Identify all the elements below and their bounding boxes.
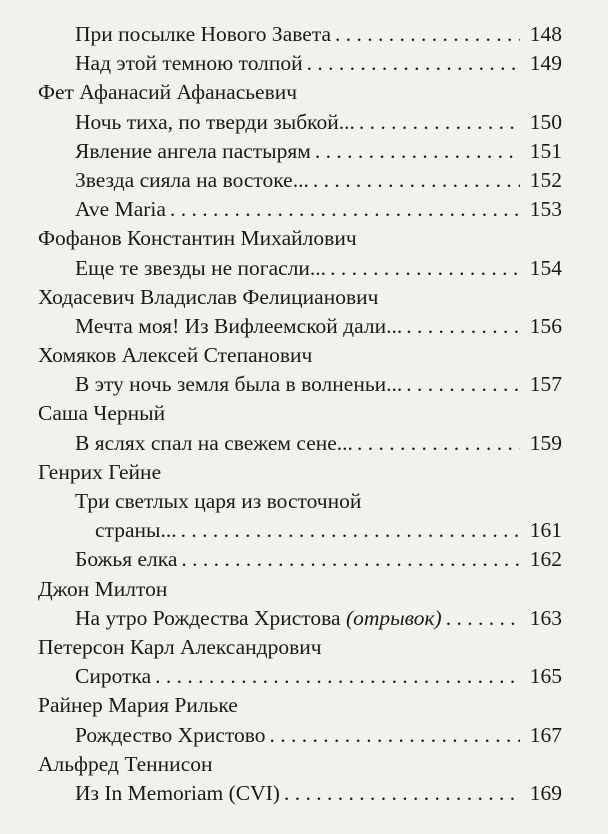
toc-entry (0, 20, 608, 49)
toc-entry-title-text: Ночь тиха, по тверди зыбкой... (75, 109, 355, 134)
page-number: 153 (529, 197, 562, 222)
toc-entry-title (75, 195, 166, 224)
dot-leader (406, 312, 520, 341)
dot-leader (335, 20, 520, 49)
toc-entry (0, 516, 608, 545)
table-of-contents (0, 20, 608, 808)
toc-author-heading: Саша Черный (38, 401, 166, 426)
dot-leader (284, 779, 520, 808)
dot-leader (406, 370, 520, 399)
toc-entry-title (75, 137, 311, 166)
toc-author-heading: Генрих Гейне (38, 459, 162, 484)
toc-author-heading: Фет Афанасий Афанасьевич (38, 80, 298, 105)
toc-entry-title-text: На утро Рождества Христова (75, 605, 341, 630)
toc-entry (0, 195, 608, 224)
page-number: 156 (529, 313, 562, 338)
toc-entry-title-text: Явление ангела пастырям (75, 138, 311, 163)
toc-author-heading: Ходасевич Владислав Фелицианович (38, 284, 379, 309)
toc-entry (0, 429, 608, 458)
toc-entry (0, 545, 608, 574)
toc-entry-title (75, 429, 353, 458)
dot-leader (155, 662, 520, 691)
toc-entry-title (75, 49, 303, 78)
toc-entry-title-text: Из In Memoriam (CVI) (75, 780, 280, 805)
toc-entry (0, 166, 608, 195)
page-number: 150 (529, 109, 562, 134)
page-number: 148 (529, 22, 562, 46)
toc-entry (0, 370, 608, 399)
toc-entry-title-text: При посылке Нового Завета (75, 22, 332, 46)
toc-entry-title (75, 166, 309, 195)
toc-entry-title-text: Ave Maria (75, 197, 166, 222)
dot-leader (330, 254, 520, 283)
page-number: 163 (529, 605, 562, 630)
dot-leader (315, 137, 520, 166)
page-number: 169 (529, 780, 562, 805)
page-number: 154 (529, 255, 562, 280)
toc-entry (0, 137, 608, 166)
toc-entry-title-text: страны... (95, 518, 177, 543)
toc-entry-title (75, 779, 280, 808)
toc-entry-title-text: Рождество Христово (75, 722, 266, 747)
toc-entry-title (75, 254, 326, 283)
toc-author-heading: Джон Милтон (38, 576, 168, 601)
toc-entry-title-text: Божья елка (75, 547, 178, 572)
page-number: 165 (529, 664, 562, 689)
page-number: 162 (529, 547, 562, 572)
dot-leader (307, 49, 520, 78)
page-number: 157 (529, 372, 562, 397)
toc-entry-title (75, 108, 355, 137)
toc-entry-title-text: Мечта моя! Из Вифлеемской дали... (75, 313, 403, 338)
toc-entry-title (75, 370, 402, 399)
toc-entry (0, 312, 608, 341)
toc-entry (0, 721, 608, 750)
dot-leader (357, 429, 520, 458)
toc-entry-title-line: Три светлых царя из восточной (75, 489, 362, 513)
dot-leader (181, 516, 520, 545)
toc-entry (0, 108, 608, 137)
toc-entry-title (75, 312, 402, 341)
page-number: 151 (529, 138, 562, 163)
toc-entry (0, 49, 608, 78)
toc-entry-title-text: Над этой темною толпой (75, 51, 303, 76)
toc-entry-title-text: Звезда сияла на востоке... (75, 167, 309, 192)
dot-leader (270, 721, 520, 750)
page-number: 161 (529, 518, 562, 543)
toc-entry (0, 254, 608, 283)
page-number: 149 (529, 51, 562, 76)
toc-entry-title (75, 604, 442, 633)
toc-author-heading: Альфред Теннисон (38, 751, 213, 776)
page-number: 159 (529, 430, 562, 455)
dot-leader (446, 604, 520, 633)
toc-entry-title (75, 662, 151, 691)
dot-leader (181, 545, 520, 574)
toc-author-heading: Фофанов Константин Михайлович (38, 226, 357, 251)
toc-entry (0, 662, 608, 691)
toc-entry (0, 779, 608, 808)
dot-leader (170, 195, 520, 224)
toc-entry-title-italic: (отрывок) (345, 605, 442, 630)
toc-entry-title-text: В яслях спал на свежем сене... (75, 430, 353, 455)
toc-entry-title (75, 721, 266, 750)
dot-leader (359, 108, 520, 137)
toc-entry (0, 604, 608, 633)
toc-entry-title (95, 516, 177, 545)
toc-entry-title-text: Еще те звезды не погасли... (75, 255, 327, 280)
dot-leader (313, 166, 520, 195)
toc-entry-title (75, 545, 177, 574)
toc-entry-title-text: В эту ночь земля была в волненьи... (75, 372, 403, 397)
toc-entry-title-text: Сиротка (75, 664, 152, 689)
toc-entry-title (75, 20, 331, 49)
toc-author-heading: Петерсон Карл Александрович (38, 634, 322, 659)
page-number: 152 (529, 167, 562, 192)
toc-author-heading: Хомяков Алексей Степанович (38, 343, 313, 368)
page-number: 167 (529, 722, 562, 747)
toc-author-heading: Райнер Мария Рильке (38, 693, 238, 718)
